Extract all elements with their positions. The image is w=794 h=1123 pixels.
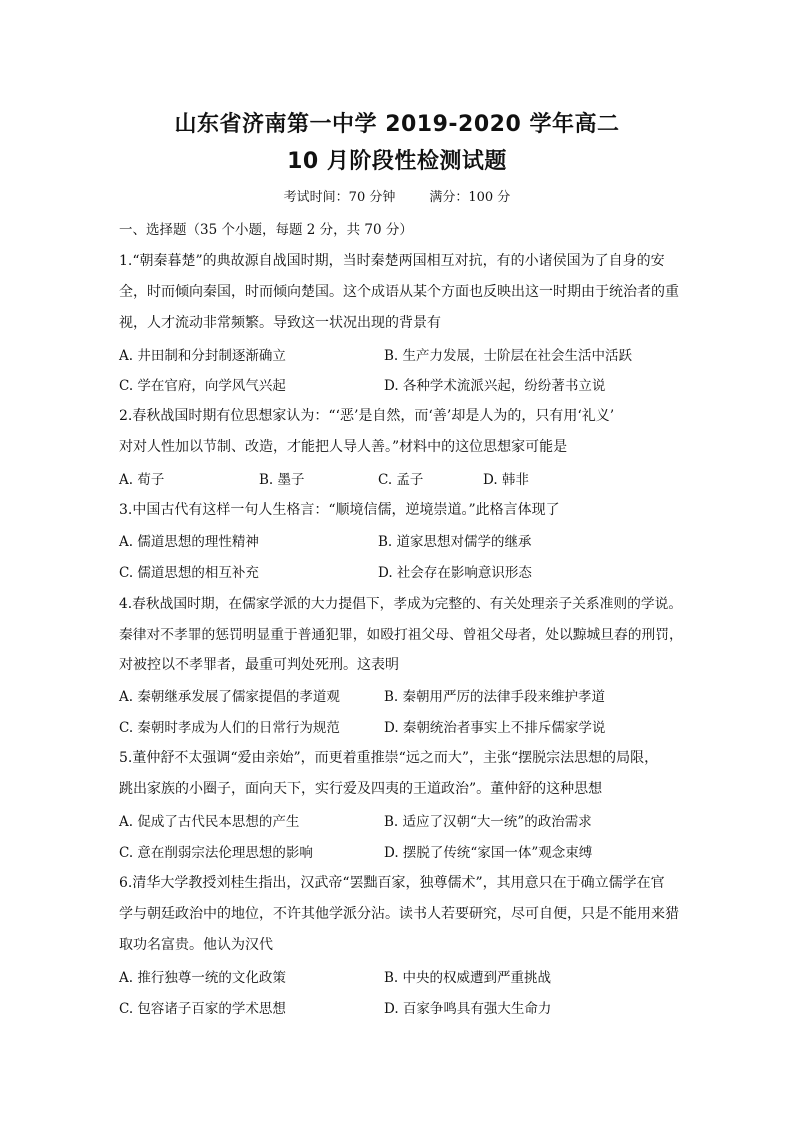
question-3-line-1: 3.中国古代有这样一句人生格言：“顺境信儒，逆境崇道。”此格言体现了 (119, 502, 560, 518)
question-1-line-3: 视，人才流动非常频繁。导致这一状况出现的背景有 (119, 315, 441, 331)
question-3-option-d: D. 社会存在影响意识形态 (378, 565, 532, 581)
exam-subtitle: 10 月阶段性检测试题 (287, 149, 507, 174)
question-2-option-d: D. 韩非 (483, 472, 529, 488)
question-5-line-1: 5.董仲舒不太强调“爱由亲始”，而更着重推崇“远之而大”，主张“摆脱宗法思想的局限， (119, 750, 659, 766)
question-2-option-c: C. 孟子 (378, 472, 424, 488)
question-2-option-a: A. 荀子 (119, 472, 165, 488)
question-1-option-d: D. 各种学术流派兴起，纷纷著书立说 (384, 378, 606, 394)
question-4-option-c: C. 秦朝时孝成为人们的日常行为规范 (119, 720, 340, 736)
question-5-option-c: C. 意在削弱宗法伦理思想的影响 (119, 845, 313, 861)
question-3-option-a: A. 儒道思想的理性精神 (119, 534, 259, 550)
question-4-line-2: 秦律对不孝罪的惩罚明显重于普通犯罪，如殴打祖父母、曾祖父母者，处以黥城旦舂的刑罚， (119, 627, 683, 643)
question-4-option-d: D. 秦朝统治者事实上不排斥儒家学说 (384, 720, 606, 736)
question-4-line-1: 4.春秋战国时期，在儒家学派的大力提倡下，孝成为完整的、有关处理亲子关系准则的学说。 (119, 596, 683, 612)
exam-meta (0, 186, 794, 205)
question-6-line-3: 取功名富贵。他认为汉代 (119, 937, 273, 953)
question-3-option-c: C. 儒道思想的相互补充 (119, 565, 259, 581)
question-5-option-d: D. 摆脱了传统“家国一体”观念束缚 (384, 845, 593, 861)
question-1-option-c: C. 学在官府，向学风气兴起 (119, 378, 286, 394)
question-6-option-b: B. 中央的权威遭到严重挑战 (384, 970, 552, 986)
question-6-option-a: A. 推行独尊一统的文化政策 (119, 970, 286, 986)
question-6-option-d: D. 百家争鸣具有强大生命力 (384, 1001, 552, 1017)
question-1-line-2: 全，时而倾向秦国，时而倾向楚国。这个成语从某个方面也反映出这一时期由于统治者的重 (119, 284, 679, 300)
question-6-line-2: 学与朝廷政治中的地位，不许其他学派分沾。读书人若要研究，尽可自便，只是不能用来猎 (119, 906, 679, 922)
question-4-line-3: 对被控以不孝罪者，最重可判处死刑。这表明 (119, 657, 399, 673)
section-heading: 一、选择题（35 个小题，每题 2 分，共 70 分） (119, 222, 413, 238)
question-6-line-1: 6.清华大学教授刘桂生指出，汉武帝“罢黜百家，独尊儒术”，其用意只在于确立儒学在官 (119, 875, 665, 891)
question-5-option-b: B. 适应了汉朝“大一统”的政治需求 (384, 814, 592, 830)
question-3-option-b: B. 道家思想对儒学的继承 (378, 534, 532, 550)
exam-title: 山东省济南第一中学 2019-2020 学年高二 (174, 112, 620, 137)
question-4-option-b: B. 秦朝用严厉的法律手段来维护孝道 (384, 689, 606, 705)
question-2-line-1: 2.春秋战国时期有位思想家认为：“‘恶’是自然，而‘善’却是人为的，只有用‘礼义’ (119, 408, 615, 424)
question-5-option-a: A. 促成了古代民本思想的产生 (119, 814, 300, 830)
question-1-option-b: B. 生产力发展，士阶层在社会生活中活跃 (384, 348, 633, 364)
exam-time: 考试时间：70 分钟 (283, 190, 396, 205)
question-2-line-2: 对对人性加以节制、改造，才能把人导人善。”材料中的这位思想家可能是 (119, 439, 568, 455)
question-1-line-1: 1.“朝秦暮楚”的典故源自战国时期，当时秦楚两国相互对抗，有的小诸侯国为了自身的安 (119, 253, 665, 269)
question-1-option-a: A. 井田制和分封制逐渐确立 (119, 348, 286, 364)
full-score: 满分：100 分 (429, 190, 511, 205)
question-6-option-c: C. 包容诸子百家的学术思想 (119, 1001, 286, 1017)
question-2-option-b: B. 墨子 (259, 472, 305, 488)
question-4-option-a: A. 秦朝继承发展了儒家提倡的孝道观 (119, 689, 340, 705)
question-5-line-2: 跳出家族的小圈子，面向天下，实行爱及四夷的王道政治”。董仲舒的这种思想 (119, 781, 603, 797)
